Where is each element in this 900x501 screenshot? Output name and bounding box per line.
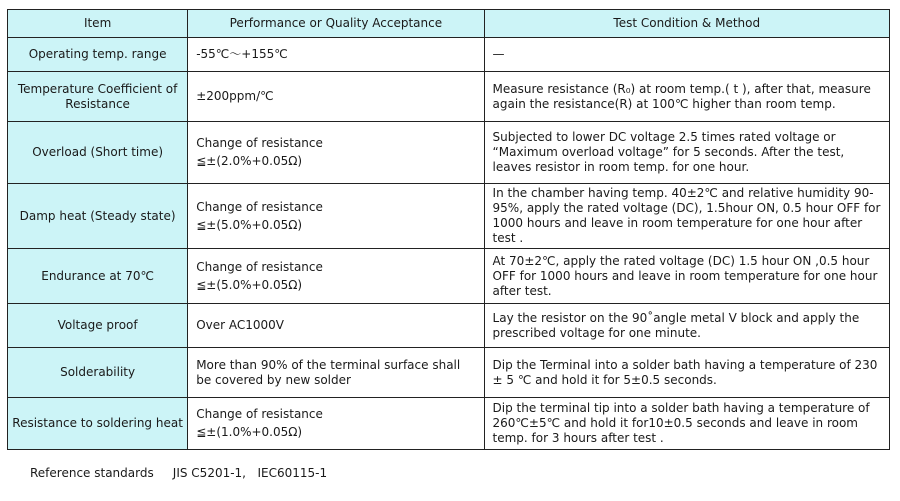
specification-table bbox=[7, 9, 890, 450]
row-test-condition: Lay the resistor on the 90˚angle metal V block and apply the prescribed voltage for one minute. bbox=[484, 304, 889, 348]
table-row bbox=[8, 249, 890, 304]
row-test-condition: In the chamber having temp. 40±2℃ and relative humidity 90-95%, apply the rated voltage (DC), 1.5hour ON, 0.5 hour OFF for 1000 hours and leave in room temperature for one hour after test . bbox=[484, 184, 889, 249]
row-item: Endurance at 70℃ bbox=[8, 249, 188, 304]
row-performance bbox=[188, 122, 484, 184]
row-test-condition: Dip the Terminal into a solder bath having a temperature of 230 ± 5 ℃ and hold it for 5±0.5 seconds. bbox=[484, 348, 889, 398]
reference-standards: Reference standards JIS C5201-1, IEC60115-1 bbox=[30, 466, 328, 480]
row-item: Solderability bbox=[8, 348, 188, 398]
row-performance bbox=[188, 398, 484, 450]
header-item: Item bbox=[8, 10, 188, 38]
table-row bbox=[8, 348, 890, 398]
performance-line: More than 90% of the terminal surface shall be covered by new solder bbox=[196, 357, 461, 387]
table-body bbox=[8, 38, 890, 450]
performance-line: Change of resistance bbox=[196, 136, 323, 150]
table-row bbox=[8, 304, 890, 348]
row-test-condition: Dip the terminal tip into a solder bath having a temperature of 260℃±5℃ and hold it for10±0.5 seconds and leave in room temp. for 3 hours after test . bbox=[484, 398, 889, 450]
header-row bbox=[8, 10, 890, 38]
row-test-condition: At 70±2℃, apply the rated voltage (DC) 1.5 hour ON ,0.5 hour OFF for 1000 hours and leave in room temperature for one hour after test. bbox=[484, 249, 889, 304]
row-test-condition: Measure resistance (R₀) at room temp.( t ), after that, measure again the resistance(R) at 100℃ higher than room temp. bbox=[484, 72, 889, 122]
row-item: Resistance to soldering heat bbox=[8, 398, 188, 450]
table-row bbox=[8, 38, 890, 72]
row-performance bbox=[188, 72, 484, 122]
performance-line: Change of resistance bbox=[196, 199, 323, 214]
performance-line: ±200ppm/℃ bbox=[196, 89, 274, 103]
row-performance bbox=[188, 38, 484, 72]
performance-line: -55℃～+155℃ bbox=[196, 47, 288, 61]
performance-line: ≦±(2.0%+0.05Ω) bbox=[196, 154, 303, 168]
row-item: Temperature Coefficient of Resistance bbox=[8, 72, 188, 122]
table-row bbox=[8, 398, 890, 450]
row-item: Damp heat (Steady state) bbox=[8, 184, 188, 249]
table-row bbox=[8, 122, 890, 184]
header-test: Test Condition & Method bbox=[484, 10, 889, 38]
header-performance: Performance or Quality Acceptance bbox=[188, 10, 484, 38]
row-performance bbox=[188, 249, 484, 304]
performance-line: ≦±(5.0%+0.05Ω) bbox=[196, 217, 303, 232]
performance-line: ≦±(5.0%+0.05Ω) bbox=[196, 277, 303, 292]
performance-line: Change of resistance bbox=[196, 259, 323, 274]
row-test-condition: — bbox=[484, 38, 889, 72]
table-row bbox=[8, 72, 890, 122]
performance-line: ≦±(1.0%+0.05Ω) bbox=[196, 425, 303, 439]
row-test-condition: Subjected to lower DC voltage 2.5 times rated voltage or “Maximum overload voltage” for 5 seconds. After the test, leaves resistor in room temp. for one hour. bbox=[484, 122, 889, 184]
row-item: Voltage proof bbox=[8, 304, 188, 348]
row-performance bbox=[188, 184, 484, 249]
performance-line: Change of resistance bbox=[196, 407, 323, 421]
row-performance bbox=[188, 348, 484, 398]
table-row bbox=[8, 184, 890, 249]
row-item: Overload (Short time) bbox=[8, 122, 188, 184]
performance-line: Over AC1000V bbox=[196, 318, 285, 332]
row-performance bbox=[188, 304, 484, 348]
row-item: Operating temp. range bbox=[8, 38, 188, 72]
